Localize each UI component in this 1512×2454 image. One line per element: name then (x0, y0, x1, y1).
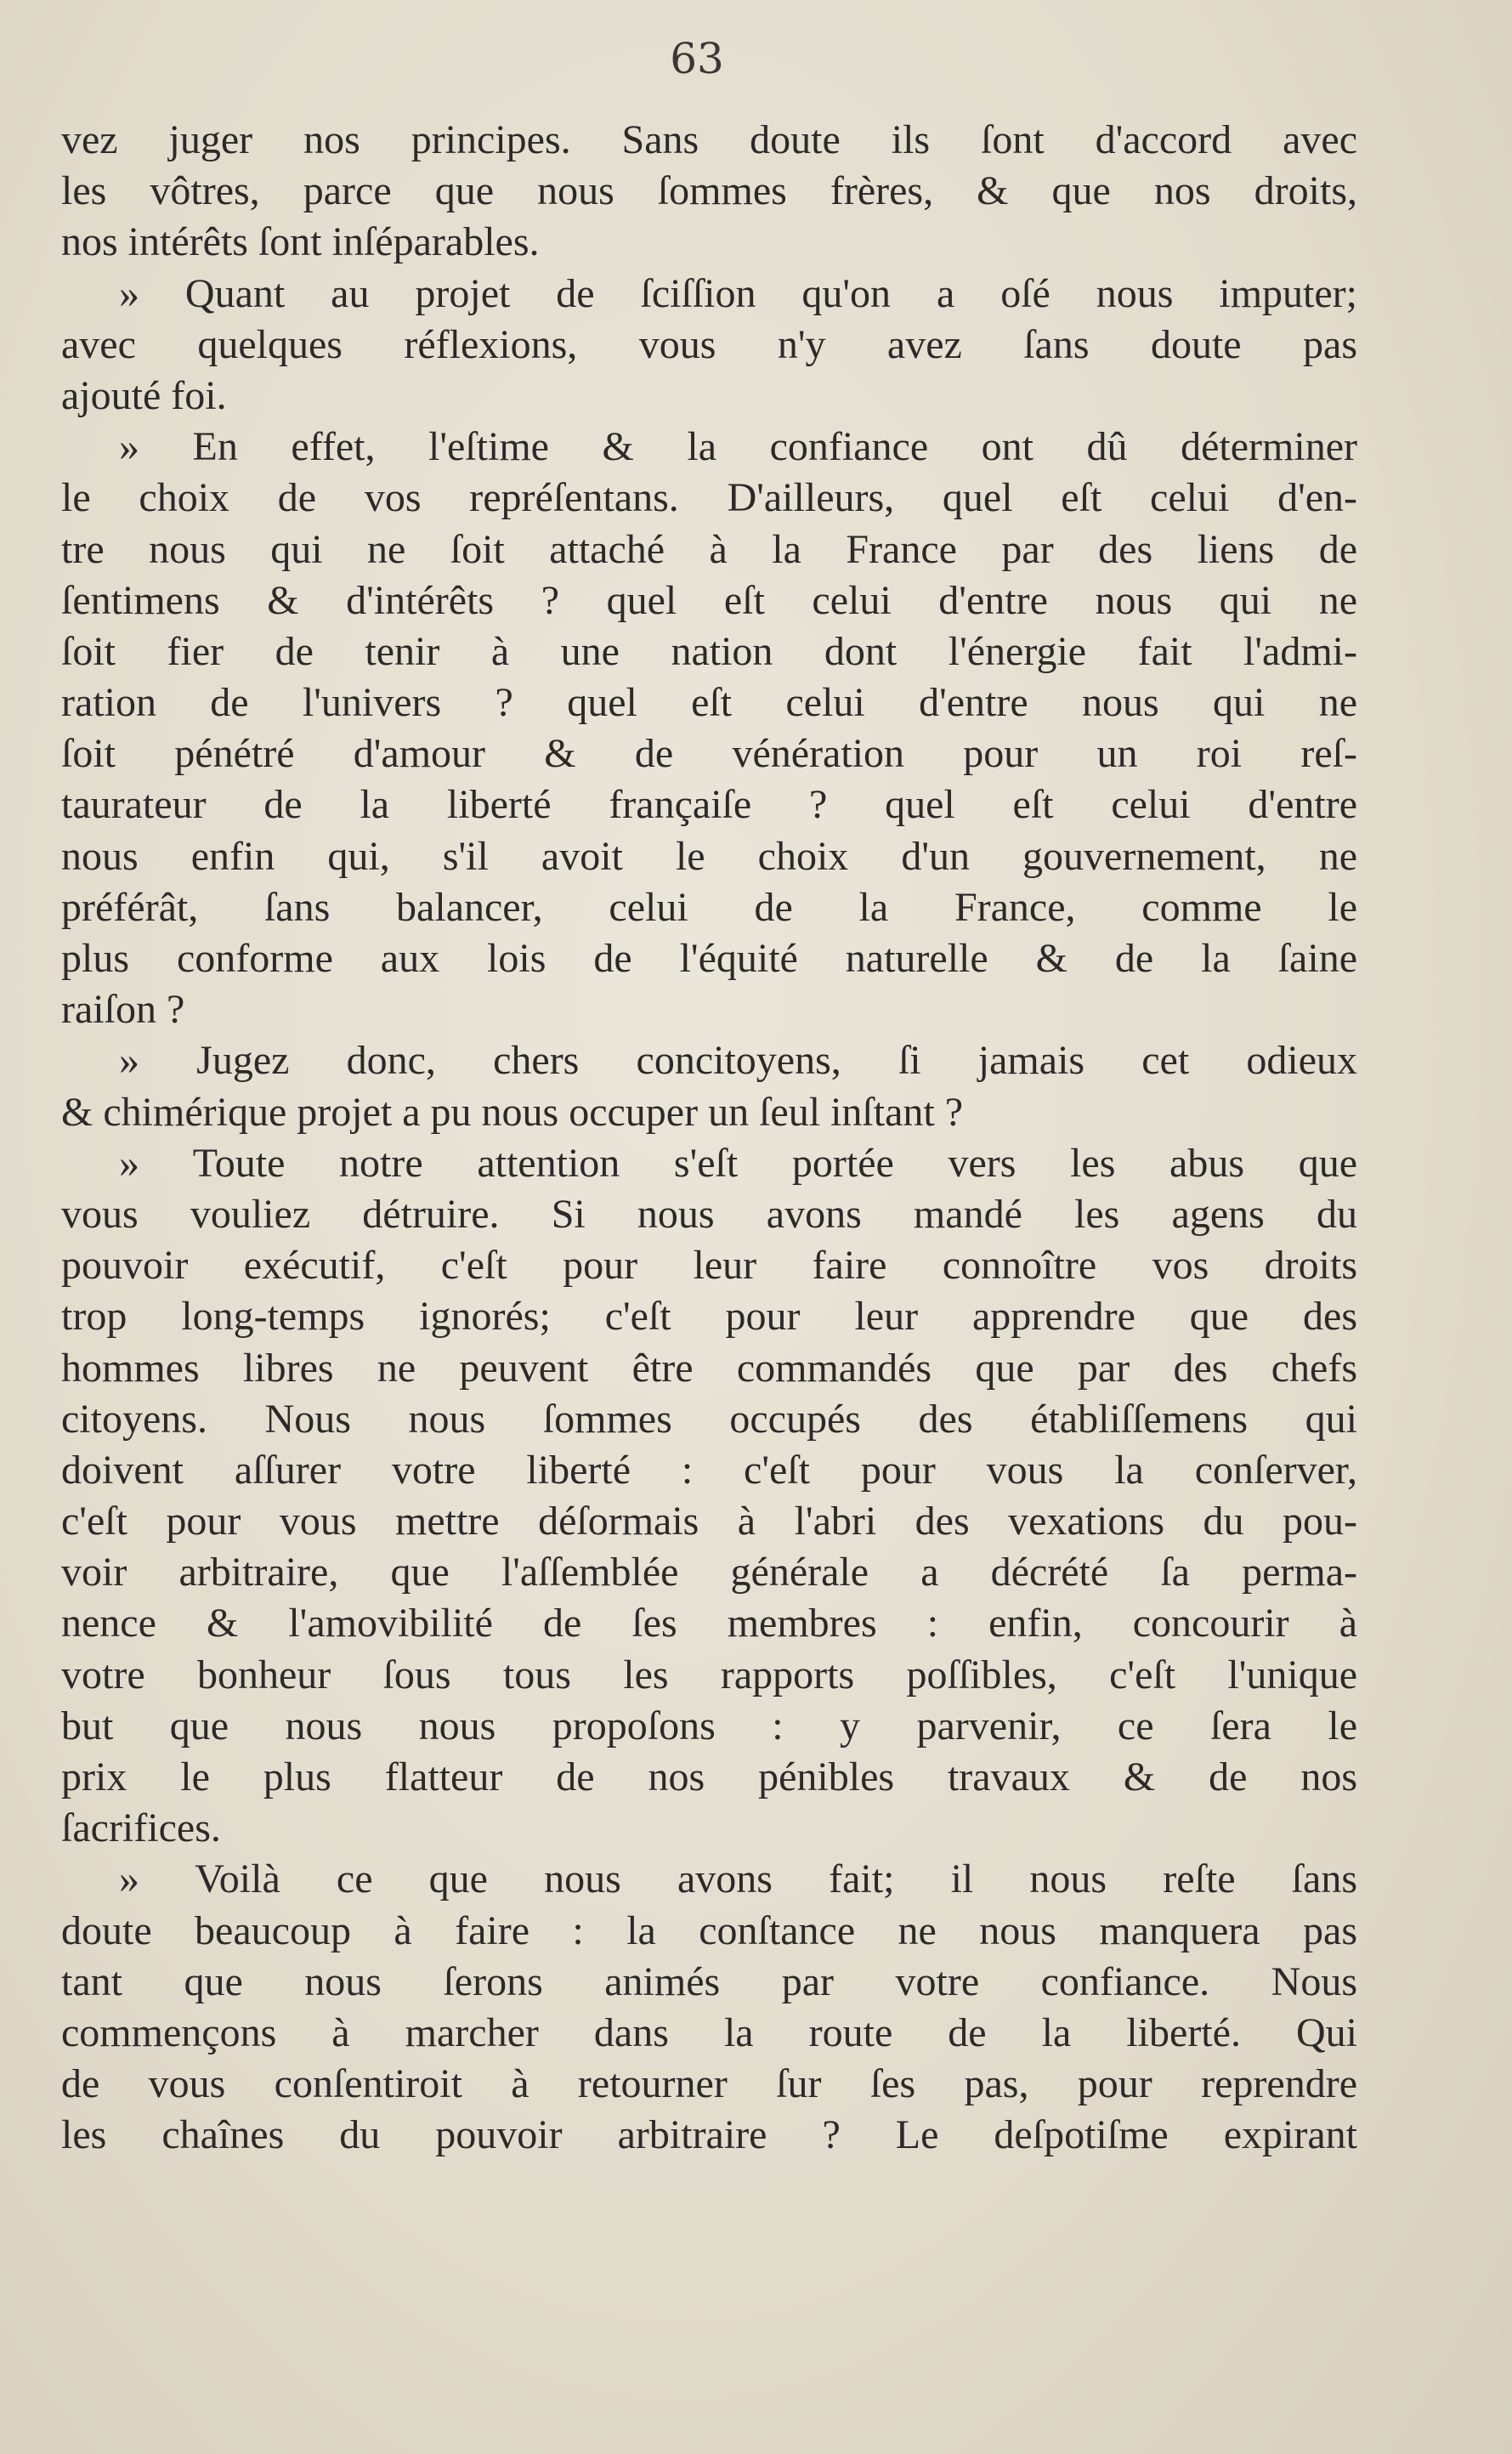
text-line: raiſon ? (61, 987, 185, 1033)
text-line: ſacrifices. (61, 1805, 221, 1851)
text-line: » En effet, l'eſtime & la confiance ont dû déterminer (119, 424, 1357, 470)
text-line: nence & l'amovibilité de ſes membres : enfin, concourir à (61, 1601, 1357, 1646)
text-line: avec quelques réflexions, vous n'y avez ſans doute pas (61, 321, 1357, 367)
text-line: but que nous nous propoſons : y parvenir, ce ſera le (61, 1703, 1357, 1748)
text-line: vous vouliez détruire. Si nous avons mandé les agens du (61, 1191, 1357, 1237)
text-line: trop long-temps ignorés; c'eſt pour leur apprendre que des (61, 1294, 1357, 1340)
text-line: & chimérique projet a pu nous occuper un ſeul inſtant ? (61, 1089, 964, 1135)
text-line: le choix de vos repréſentans. D'ailleurs, quel eſt celui d'en- (61, 475, 1357, 521)
text-line: taurateur de la liberté françaiſe ? quel eſt celui d'entre (61, 782, 1357, 828)
text-line: citoyens. Nous nous ſommes occupés des établiſſemens qui (61, 1396, 1357, 1442)
text-line: nos intérêts ſont inſéparables. (61, 219, 540, 265)
text-line: ſoit pénétré d'amour & de vénération pour un roi reſ- (61, 731, 1357, 777)
text-line: vez juger nos principes. Sans doute ils ſont d'accord avec (61, 117, 1357, 162)
text-line: tant que nous ſerons animés par votre confiance. Nous (61, 1958, 1357, 2004)
text-line: ajouté foi. (61, 372, 227, 418)
text-line: plus conforme aux lois de l'équité naturelle & de la ſaine (61, 936, 1357, 981)
text-line: voir arbitraire, que l'aſſemblée générale a décrété ſa perma- (61, 1550, 1357, 1595)
text-line: votre bonheur ſous tous les rapports poſſibles, c'eſt l'unique (61, 1652, 1357, 1697)
text-line: c'eſt pour vous mettre déſormais à l'abri des vexations du pou- (61, 1499, 1357, 1544)
text-line: pouvoir exécutif, c'eſt pour leur faire connoître vos droits (61, 1243, 1357, 1289)
text-line: les chaînes du pouvoir arbitraire ? Le deſpotiſme expirant (61, 2112, 1357, 2158)
text-line: prix le plus flatteur de nos pénibles travaux & de nos (61, 1754, 1357, 1799)
text-line: ſoit fier de tenir à une nation dont l'énergie fait l'admi- (61, 628, 1357, 674)
body-text (61, 115, 1357, 2162)
text-line: préférât, ſans balancer, celui de la France, comme le (61, 884, 1357, 930)
text-line: de vous conſentiroit à retourner ſur ſes pas, pour reprendre (61, 2061, 1357, 2107)
text-line: nous enfin qui, s'il avoit le choix d'un gouvernement, ne (61, 833, 1357, 879)
text-line: » Jugez donc, chers concitoyens, ſi jamais cet odieux (119, 1038, 1357, 1084)
text-line: » Toute notre attention s'eſt portée vers les abus que (119, 1140, 1357, 1186)
page-number: 63 (670, 34, 724, 83)
text-line: commençons à marcher dans la route de la liberté. Qui (61, 2009, 1357, 2055)
text-line: les vôtres, parce que nous ſommes frères, & que nos droits, (61, 168, 1357, 214)
text-line: » Voilà ce que nous avons fait; il nous reſte ſans (119, 1856, 1357, 1902)
text-line: doivent aſſurer votre liberté : c'eſt pour vous la conſerver, (61, 1447, 1357, 1493)
text-line: » Quant au projet de ſciſſion qu'on a oſé nous imputer; (119, 270, 1357, 316)
text-line: ſentimens & d'intérêts ? quel eſt celui d'entre nous qui ne (61, 577, 1357, 623)
text-line: tre nous qui ne ſoit attaché à la France par des liens de (61, 526, 1357, 572)
text-line: hommes libres ne peuvent être commandés que par des chefs (61, 1345, 1357, 1391)
text-line: ration de l'univers ? quel eſt celui d'entre nous qui ne (61, 680, 1357, 726)
text-line: doute beaucoup à faire : la conſtance ne nous manquera pas (61, 1907, 1357, 1953)
